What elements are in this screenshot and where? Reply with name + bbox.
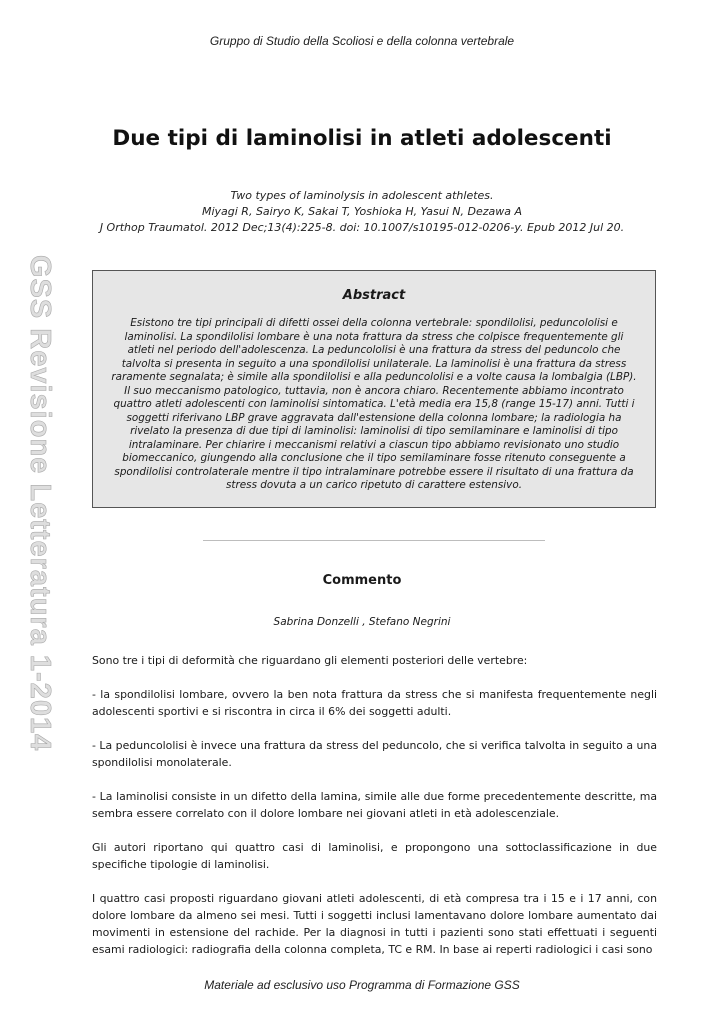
page-header: Gruppo di Studio della Scoliosi e della colonna vertebrale bbox=[209, 34, 515, 48]
abstract-box bbox=[92, 270, 656, 508]
section-divider bbox=[203, 540, 545, 541]
comment-paragraph: - La laminolisi consiste in un difetto della lamina, simile alle due forme precedentemente descritte, ma sembra essere correlato con il dolore lombare nei giovani atleti in età adolescenziale. bbox=[92, 790, 657, 820]
article-title: Due tipi di laminolisi in atleti adolescenti bbox=[112, 126, 612, 151]
citation-journal: J Orthop Traumatol. 2012 Dec;13(4):225-8. doi: 10.1007/s10195-012-0206-y. Epub 2012 Jul 20. bbox=[99, 221, 625, 234]
comment-paragraph: I quattro casi proposti riguardano giovani atleti adolescenti, di età compresa tra i 15 e i 17 anni, con dolore lombare da almeno sei mesi. Tutti i soggetti inclusi lamentavano dolore lombare aumentato dai movimenti in estensione del rachide. Per la diagnosi in tutti i pazienti sono stati effettuati i seguenti esami radiologici: radiografia della colonna completa, TC e RM. In base ai reperti radiologici i casi sono bbox=[92, 892, 657, 956]
comment-authors: Sabrina Donzelli , Stefano Negrini bbox=[273, 616, 451, 628]
comment-body bbox=[92, 652, 657, 958]
abstract-text: Esistono tre tipi principali di difetti ossei della colonna vertebrale: spondilolisi, peduncololisi e laminolisi. La spondilolisi lombare è una nota frattura da stress che colpisce frequentemente gli atleti nel periodo dell'adolescenza. La peduncololisi è una frattura da stress del peduncolo che talvolta si presenta in seguito a una spondilolisi unilaterale. La laminolisi è una frattura da stress raramente segnalata; è simile alla spondilolisi e alla peduncololisi e a volte causa la lombalgia (LBP). Il suo meccanismo patologico, tuttavia, non è ancora chiaro. Recentemente abbiamo incontrato quattro atleti adolescenti con laminolisi sintomatica. L'età media era 15,8 (range 15-17) anni. Tutti i soggetti riferivano LBP grave aggravata dall'estensione della colonna lombare; la radiologia ha rivelato la presenza di due tipi di laminolisi: laminolisi di tipo semilaminare e laminolisi di tipo intralaminare. Per chiarire i meccanismi relativi a ciascun tipo abbiamo revisionato uno studio biomeccanico, giungendo alla conclusione che il tipo semilaminare fosse ritenuto conseguente a spondilolisi controlaterale mentre il tipo intralaminare potrebbe essere il risultato di una frattura da stress dovuta a un carico ripetuto di carattere estensivo. bbox=[111, 317, 637, 491]
comment-paragraph: Sono tre i tipi di deformità che riguardano gli elementi posteriori delle vertebre: bbox=[92, 654, 528, 667]
citation-english-title: Two types of laminolysis in adolescent athletes. bbox=[230, 189, 494, 202]
side-watermark: GSS Revisione Letteratura 1-2014 bbox=[24, 255, 56, 752]
page-footer: Materiale ad esclusivo uso Programma di Formazione GSS bbox=[204, 978, 520, 992]
comment-paragraph: - La peduncololisi è invece una frattura da stress del peduncolo, che si verifica talvolta in seguito a una spondilolisi monolaterale. bbox=[92, 739, 657, 769]
abstract-heading: Abstract bbox=[342, 288, 406, 303]
comment-paragraph: Gli autori riportano qui quattro casi di laminolisi, e propongono una sottoclassificazione in due specifiche tipologie di laminolisi. bbox=[92, 841, 657, 871]
citation-authors: Miyagi R, Sairyo K, Sakai T, Yoshioka H, Yasui N, Dezawa A bbox=[201, 205, 523, 218]
comment-paragraph: - la spondilolisi lombare, ovvero la ben nota frattura da stress che si manifesta frequentemente negli adolescenti sportivi e si riscontra in circa il 6% dei soggetti adulti. bbox=[92, 688, 657, 718]
citation-block bbox=[0, 188, 724, 236]
comment-heading: Commento bbox=[322, 573, 402, 588]
